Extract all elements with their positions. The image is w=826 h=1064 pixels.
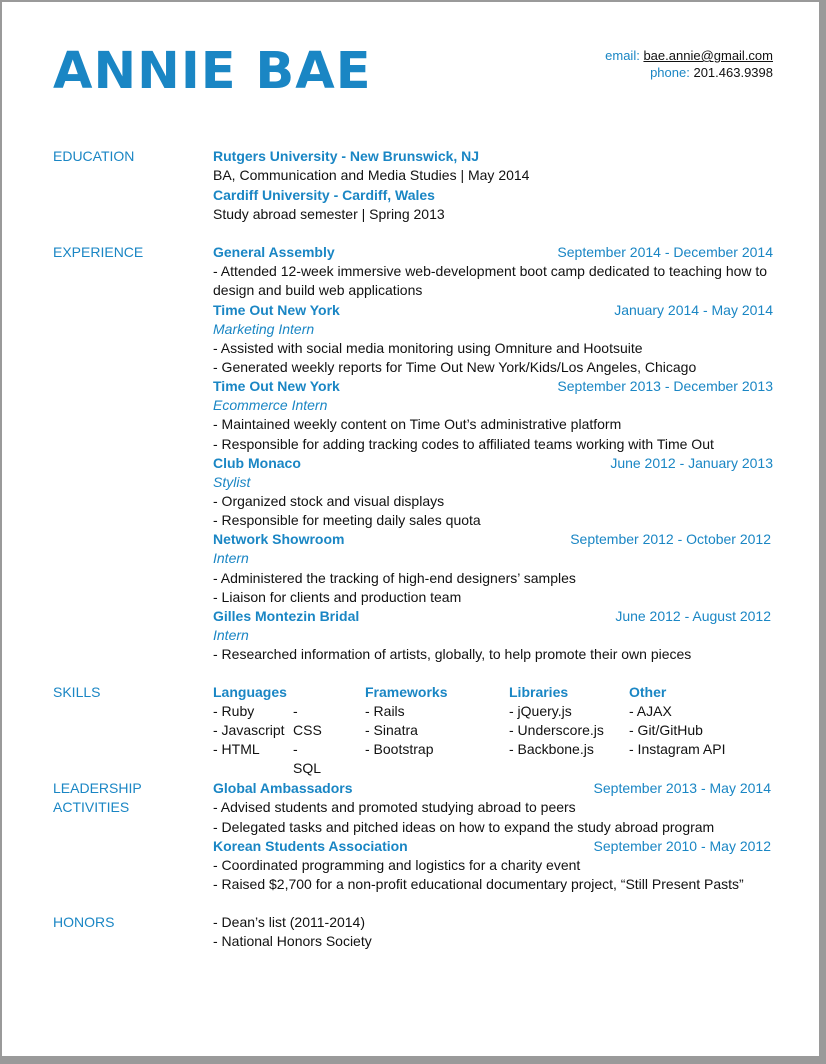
skill-item: - Rails [365, 703, 405, 719]
skill-item: - Bootstrap [365, 741, 434, 757]
email-line [605, 48, 773, 63]
job-org: Time Out New York [213, 302, 340, 318]
activity-org: Korean Students Association [213, 838, 408, 854]
job-bullet: - Assisted with social media monitoring using Omniture and Hootsuite [213, 340, 643, 356]
skills-list [293, 702, 322, 778]
skills-libraries [509, 683, 604, 759]
honors-heading: HONORS [53, 914, 115, 930]
skill-item: - Ruby [213, 703, 255, 719]
skills-list [365, 702, 447, 759]
job-dates: June 2012 - August 2012 [615, 608, 771, 624]
experience-heading: EXPERIENCE [53, 244, 144, 260]
activity-bullet: - Coordinated programming and logistics for a charity event [213, 857, 581, 873]
leadership-heading-line: ACTIVITIES [53, 799, 130, 815]
activity-bullet: - Delegated tasks and pitched ideas on how to expand the study abroad program [213, 819, 715, 835]
job-role: Intern [213, 550, 249, 566]
job-bullet: - Organized stock and visual displays [213, 493, 445, 509]
job-bullet: - Responsible for adding tracking codes to affiliated teams working with Time Out [213, 436, 714, 452]
email-link[interactable]: bae.annie@gmail.com [643, 48, 773, 63]
skills-category-heading: Languages [213, 684, 287, 700]
skill-item: - AJAX [629, 703, 672, 719]
phone-number: 201.463.9398 [693, 65, 773, 80]
activity-bullet: - Advised students and promoted studying abroad to peers [213, 799, 576, 815]
education-school: Rutgers University - New Brunswick, NJ [213, 148, 480, 164]
job-bullet: - Researched information of artists, globally, to help promote their own pieces [213, 646, 692, 662]
skills-category-heading: Frameworks [365, 684, 448, 700]
skills-category-heading: Other [629, 684, 667, 700]
job-org: General Assembly [213, 244, 335, 260]
skill-item: - jQuery.js [509, 703, 572, 719]
skill-item: - Underscore.js [509, 722, 604, 738]
candidate-name: ANNIE BAE [53, 42, 372, 101]
skill-item: - Backbone.js [509, 741, 594, 757]
job-bullet: - Generated weekly reports for Time Out New York/Kids/Los Angeles, Chicago [213, 359, 697, 375]
education-school: Cardiff University - Cardiff, Wales [213, 187, 435, 203]
education-detail: BA, Communication and Media Studies | May 2014 [213, 167, 530, 183]
activity-org: Global Ambassadors [213, 780, 353, 796]
job-org: Gilles Montezin Bridal [213, 608, 360, 624]
skill-item: - CSS [293, 703, 322, 738]
job-dates: January 2014 - May 2014 [614, 302, 773, 318]
skill-item: - HTML [213, 741, 260, 757]
email-label: email: [605, 48, 640, 63]
job-bullet: - Liaison for clients and production team [213, 589, 462, 605]
skills-languages [213, 683, 322, 776]
job-dates: June 2012 - January 2013 [610, 455, 773, 471]
job-bullet: - Responsible for meeting daily sales quota [213, 512, 481, 528]
job-org: Time Out New York [213, 378, 340, 394]
skills-list [509, 702, 604, 759]
skills-frameworks [365, 683, 447, 759]
job-role: Marketing Intern [213, 321, 315, 337]
job-org: Club Monaco [213, 455, 301, 471]
leadership-heading [53, 779, 142, 817]
skill-item: - Git/GitHub [629, 722, 703, 738]
job-org: Network Showroom [213, 531, 345, 547]
skill-item: - Javascript [213, 722, 285, 738]
job-role: Stylist [213, 474, 251, 490]
job-dates: September 2014 - December 2014 [557, 244, 773, 260]
education-detail: Study abroad semester | Spring 2013 [213, 206, 445, 222]
job-bullet: design and build web applications [213, 282, 423, 298]
activity-dates: September 2010 - May 2012 [593, 838, 771, 854]
phone-line [650, 65, 773, 80]
resume-page [2, 2, 819, 1056]
job-bullet: - Maintained weekly content on Time Out’s administrative platform [213, 416, 622, 432]
job-bullet: - Attended 12-week immersive web-development boot camp dedicated to teaching how to [213, 263, 768, 279]
leadership-heading-line: LEADERSHIP [53, 780, 142, 796]
honor-item: - Dean’s list (2011-2014) [213, 914, 366, 930]
skill-item: - Sinatra [365, 722, 418, 738]
skills-heading: SKILLS [53, 684, 101, 700]
skill-item: - SQL [293, 741, 322, 776]
phone-label: phone: [650, 65, 690, 80]
job-role: Ecommerce Intern [213, 397, 328, 413]
skills-other [629, 683, 725, 759]
honor-item: - National Honors Society [213, 933, 372, 949]
activity-bullet: - Raised $2,700 for a non-profit educational documentary project, “Still Present Pasts” [213, 876, 744, 892]
job-dates: September 2013 - December 2013 [557, 378, 773, 394]
skills-list [629, 702, 725, 759]
skills-category-heading: Libraries [509, 684, 569, 700]
skills-list [213, 702, 285, 759]
job-bullet: - Administered the tracking of high-end designers’ samples [213, 570, 576, 586]
activity-dates: September 2013 - May 2014 [593, 780, 771, 796]
education-heading: EDUCATION [53, 148, 135, 164]
job-dates: September 2012 - October 2012 [570, 531, 771, 547]
skill-item: - Instagram API [629, 741, 726, 757]
job-role: Intern [213, 627, 249, 643]
